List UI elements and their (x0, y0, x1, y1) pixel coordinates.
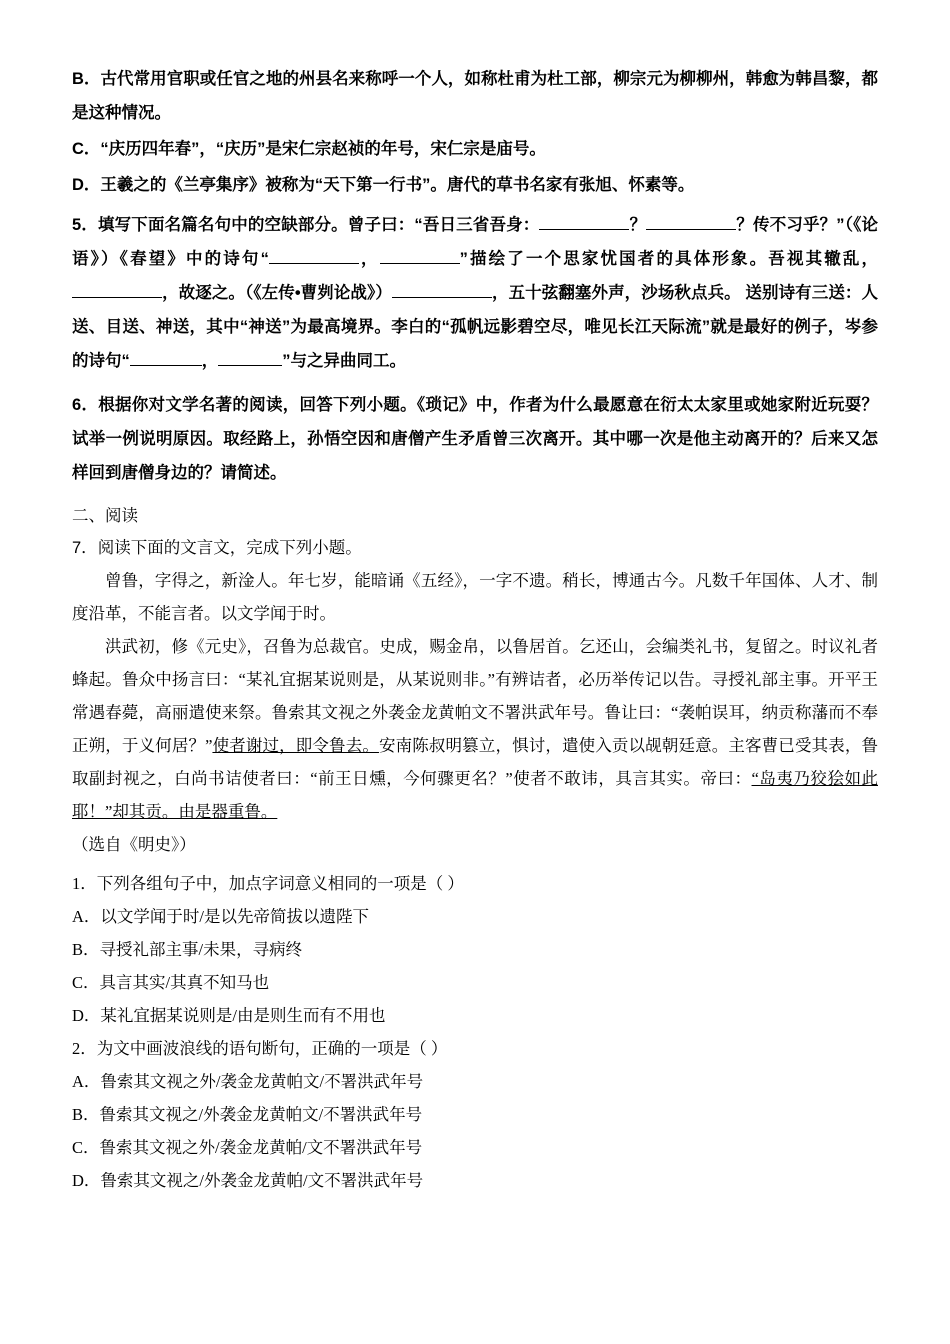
option-text: “庆历四年春”，“庆历”是宋仁宗赵祯的年号，宋仁宗是庙号。 (100, 140, 546, 158)
question-item (72, 62, 878, 130)
sub-question-stem: 下列各组句子中，加点字词意义相同的一项是（ ） (96, 874, 464, 893)
sub2-option-d[interactable] (72, 1164, 878, 1197)
sub1-option-d[interactable] (72, 999, 878, 1032)
option-label: D． (72, 1171, 101, 1190)
sub-question-stem: 为文中画波浪线的语句断句，正确的一项是（ ） (96, 1039, 448, 1058)
q5-part1: 填写下面名篇名句中的空缺部分。曾子曰：“吾日三省吾身： (98, 216, 540, 234)
answer-blank[interactable] (392, 297, 492, 298)
question-number: 7． (72, 539, 98, 557)
option-label: C． (72, 1138, 100, 1157)
sub1-option-a[interactable] (72, 900, 878, 933)
sub-question-1 (72, 867, 878, 900)
passage-text: 曾鲁，字得之，新淦人。年七岁，能暗诵《五经》，一字不遗。稍长，博通古今。凡数千年国体、人才、制度沿革，不能言者。以文学闻于时。 (72, 571, 878, 623)
passage-paragraph-1 (72, 564, 878, 630)
answer-blank[interactable] (269, 263, 359, 264)
answer-blank[interactable] (130, 365, 202, 366)
sub1-option-c[interactable] (72, 966, 878, 999)
question-5 (72, 208, 878, 378)
sub2-option-a[interactable] (72, 1065, 878, 1098)
question-text: 根据你对文学名著的阅读，回答下列小题。《琐记》中，作者为什么最愿意在衍太太家里或她家附近玩耍？试举一例说明原因。取经路上，孙悟空因和唐僧产生矛盾曾三次离开。其中哪一次是他主动离开的？后来又怎样回到唐僧身边的？请简述。 (72, 396, 879, 482)
option-label: A． (72, 907, 101, 926)
q5-part4: ， (358, 250, 380, 268)
option-label: C． (72, 973, 100, 992)
passage-source: （选自《明史》） (72, 835, 196, 854)
question-7 (72, 532, 878, 564)
q5-part6: ，故逐之。（《左传•曹刿论战》） (162, 284, 392, 302)
question-number: 5． (72, 216, 98, 234)
option-text: 王羲之的《兰亭集序》被称为“天下第一行书”。唐代的草书名家有张旭、怀素等。 (100, 176, 695, 194)
answer-blank[interactable] (539, 229, 629, 230)
option-text: 鲁索其文视之外/袭金龙黄帕文/不署洪武年号 (100, 1072, 424, 1091)
option-text: 某礼宜据某说则是/由是则生而有不用也 (100, 1006, 386, 1025)
question-6 (72, 388, 878, 490)
passage-underlined-1: 使者谢过，即令鲁去。 (212, 736, 379, 755)
option-label: B． (72, 1105, 100, 1124)
option-text: 鲁索其文视之外/袭金龙黄帕/文不署洪武年号 (99, 1138, 423, 1157)
passage-paragraph-2 (72, 630, 878, 828)
answer-blank[interactable] (218, 365, 282, 366)
question-text: 阅读下面的文言文，完成下列小题。 (97, 539, 362, 557)
q5-part3: ？传不习乎？”（《论语》）《春望》中的诗句“ (72, 216, 879, 268)
option-label: D． (72, 1006, 101, 1025)
sub-question-2 (72, 1032, 878, 1065)
passage-underlined-2: “岛夷乃狡狯如此耶！”却其贡。由是器重鲁。 (72, 769, 878, 821)
question-number: 6． (72, 396, 99, 414)
option-label: A． (72, 1072, 101, 1091)
option-text: 鲁索其文视之/外袭金龙黄帕文/不署洪武年号 (99, 1105, 423, 1124)
sub-question-number: 1． (72, 874, 97, 893)
q5-part5: ”描绘了一个思家忧国者的具体形象。吾视其辙乱， (459, 250, 879, 268)
option-text: 具言其实/其真不知马也 (99, 973, 270, 992)
q5-part9: ”与之异曲同工。 (282, 352, 406, 370)
option-label: C． (72, 140, 101, 158)
option-text: 鲁索其文视之/外袭金龙黄帕/文不署洪武年号 (100, 1171, 424, 1190)
option-label: D． (72, 176, 101, 194)
option-text: 寻授礼部主事/未果，寻病终 (99, 940, 303, 959)
sub1-option-b[interactable] (72, 933, 878, 966)
sub2-option-b[interactable] (72, 1098, 878, 1131)
answer-blank[interactable] (646, 229, 736, 230)
option-text: 以文学闻于时/是以先帝简拔以遗陛下 (100, 907, 370, 926)
sub2-option-c[interactable] (72, 1131, 878, 1164)
q5-part8: ， (201, 352, 219, 370)
q5-part2: ？ (629, 216, 647, 234)
sub-question-number: 2． (72, 1039, 97, 1058)
q5-part7: ，五十弦翻塞外声，沙场秋点兵。 送别诗有三送：人送、目送、神送，其中“神送”为最高境界。李白的“孤帆远影碧空尽，唯见长江天际流”就是最好的例子，岑参的诗句“ (72, 284, 878, 370)
answer-blank[interactable] (72, 297, 162, 298)
answer-blank[interactable] (380, 263, 460, 264)
option-label: B． (72, 940, 100, 959)
question-item (72, 168, 878, 202)
passage-text-a: 洪武初，修《元史》，召鲁为总裁官。史成，赐金帛，以鲁居首。乞还山，会编类礼书，复留之。时议礼者蜂起。鲁众中扬言曰：“某礼宜据某说则是，从某说则非。”有辨诘者，必历举传记以告。寻授礼部主事。开平王常遇春薨，高丽遣使来祭。鲁索其文视之外袭金龙黄帕文不署洪武年号。鲁让曰：“袭帕误耳，纳贡称藩而不奉正朔，于义何居？” (72, 637, 878, 755)
section-heading: 二、阅读 (72, 507, 138, 525)
passage-text-b: 安南陈叔明篡立，惧讨，遣使入贡以觇朝廷意。主客曹已受其表，鲁取副封视之，白尚书诘使者曰：“前王日燻，今何骤更名？”使者不敢讳，具言其实。帝曰： (72, 736, 878, 788)
option-label: B． (72, 70, 101, 88)
option-text: 古代常用官职或任官之地的州县名来称呼一个人，如称杜甫为杜工部，柳宗元为柳柳州，韩愈为韩昌黎，都是这种情况。 (72, 70, 879, 122)
question-item (72, 132, 878, 166)
